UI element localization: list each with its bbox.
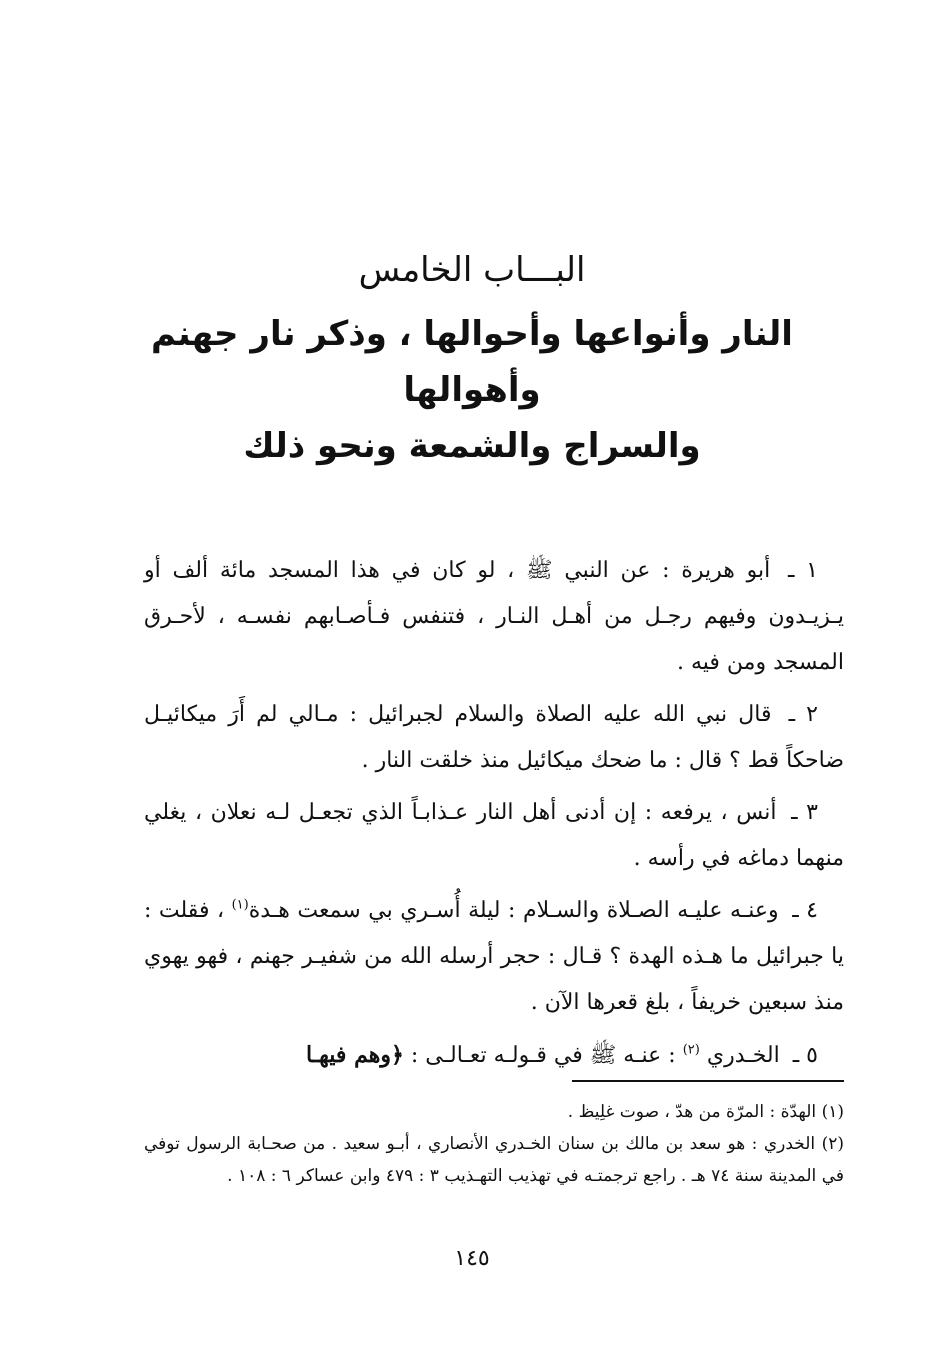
footnote-reference: (١)	[231, 897, 249, 913]
paragraph-text-continued: ، فقلت : يا جبرائيل ما هـذه الهدة ؟ قـال : حجر أرسله الله من شفيـر جهنم ، فهو يهوي منذ سبعين خريفاً ، بلغ قعرها الآن .	[144, 898, 844, 1015]
footnotes	[144, 1096, 844, 1192]
footnote-reference: (٢)	[682, 1042, 700, 1058]
paragraph-5	[144, 1032, 844, 1079]
quran-quote: ﴿وهم فيهـا	[305, 1042, 404, 1068]
paragraph-1	[144, 548, 844, 686]
paragraph-3	[144, 790, 844, 882]
paragraph-number: ٢ ـ	[788, 702, 818, 727]
paragraph-text: أنس ، يرفعه : إن أدنى أهل النار عـذابـاً الذي تجعـل لـه نعلان ، يغلي منهما دماغه في رأسه .	[144, 800, 844, 871]
footnote-divider	[572, 1080, 844, 1082]
paragraph-number: ٤ ـ	[792, 898, 818, 923]
footnote-number: (١)	[821, 1102, 844, 1122]
paragraph-number: ٥ ـ	[792, 1043, 818, 1068]
paragraph-2	[144, 692, 844, 784]
footnote-2	[144, 1128, 844, 1192]
footnote-1	[144, 1096, 844, 1128]
paragraph-text: وعنـه عليـه الصـلاة والسـلام : ليلة أُسـري بي سمعت هـدة	[248, 898, 779, 923]
footnote-text: الهدّة : المرّة من هدّ ، صوت غلِيظ .	[567, 1102, 817, 1122]
paragraph-text: أبو هريرة : عن النبي ﷺ ، لو كان في هذا المسجد مائة ألف أو يـزيـدون وفيهم رجـل من أهـل النـار ، فتنفس فـأصـابهم نفسـه ، لأحـرق المسجد ومن فيه .	[144, 558, 844, 675]
footnote-text: الخدري : هو سعد بن مالك بن سنان الخـدري الأنصاري ، أبـو سعيد . من صحـابة الرسول توفي في المدينة سنة ٧٤ هـ . راجع ترجمتـه في تهذيب التهـذيب ٣ : ٤٧٩ وابن عساكر ٦ : ١٠٨ .	[144, 1134, 844, 1186]
chapter-title-line-1: النار وأنواعها وأحوالها ، وذكر نار جهنم وأهوالها	[151, 314, 793, 410]
page-number: ١٤٥	[454, 1246, 490, 1271]
paragraph-text: الخـدري	[699, 1043, 780, 1068]
paragraph-number: ١ ـ	[787, 558, 818, 583]
paragraph-text: قال نبي الله عليه الصلاة والسلام لجبرائيل : مـالي لم أَرَ ميكائيـل ضاحكاً قط ؟ قال : ما ضحك ميكائيل منذ خلقت النار .	[144, 702, 844, 773]
paragraph-text-continued: : عنـه ﷺ في قـولـه تعـالـى :	[403, 1043, 683, 1068]
chapter-label: البـــاب الخامس	[358, 250, 586, 290]
footnote-number: (٢)	[821, 1134, 844, 1154]
paragraph-4	[144, 888, 844, 1026]
main-text	[144, 548, 844, 1085]
paragraph-number: ٣ ـ	[791, 800, 818, 825]
chapter-title-line-2: والسراج والشمعة ونحو ذلك	[243, 426, 701, 466]
chapter-title	[150, 306, 794, 474]
